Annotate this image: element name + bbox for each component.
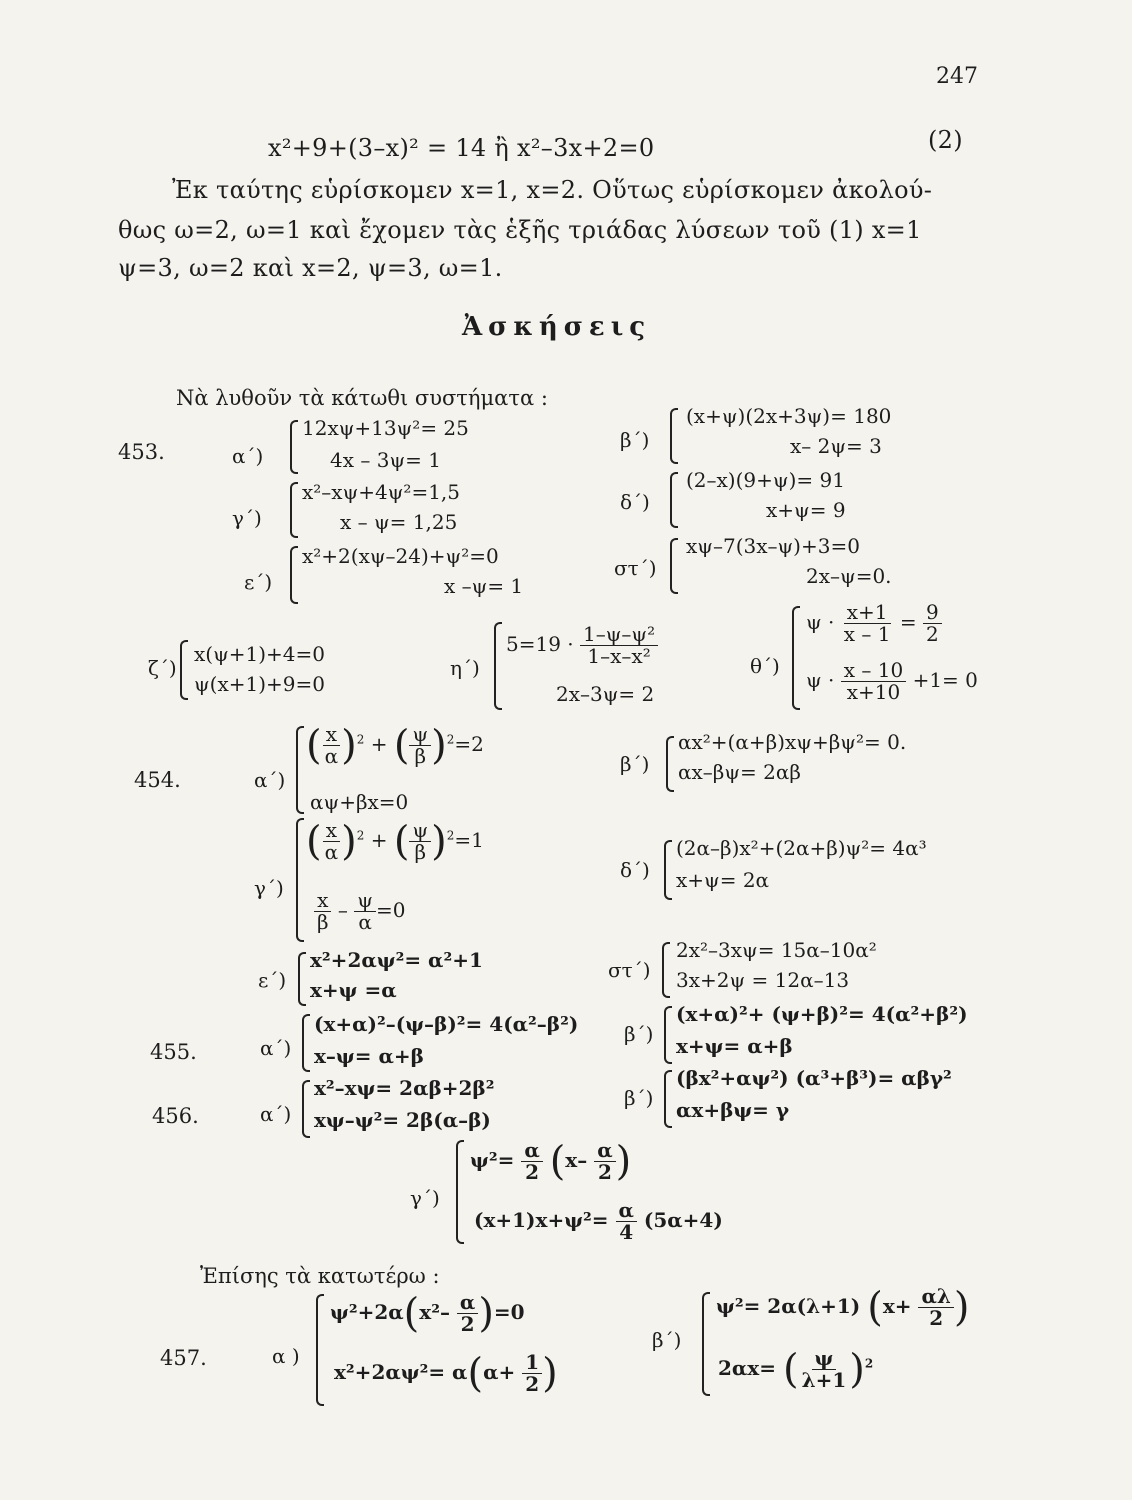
fraction [314, 890, 332, 933]
numerator: x [314, 890, 331, 912]
eq-457a-1 [330, 1292, 525, 1335]
eq-453th-2-post: +1= 0 [912, 668, 978, 692]
body-line-3: ψ=3, ω=2 καὶ x=2, ψ=3, ω=1. [118, 254, 503, 282]
fraction [322, 820, 342, 863]
brace [662, 942, 670, 998]
numerator: 1–ψ–ψ² [580, 624, 658, 646]
eq-453z-1: x(ψ+1)+4=0 [194, 642, 326, 666]
fraction [594, 1140, 615, 1183]
eq-454b-1: αx²+(α+β)xψ+βψ²= 0. [678, 730, 907, 754]
eq-456c-2 [474, 1200, 723, 1243]
eq-453b-2: x– 2ψ= 3 [790, 434, 882, 458]
brace [494, 622, 502, 710]
rhs: =0 [375, 898, 406, 922]
denominator: 2 [597, 1160, 612, 1184]
paren: ) [478, 1290, 494, 1337]
eq-457a-1-in: x²– [419, 1300, 450, 1324]
label-453h: η΄) [450, 656, 480, 680]
paren: ( [782, 1346, 799, 1393]
paren: ( [393, 722, 410, 769]
label-453b: β΄) [620, 428, 650, 452]
eq-453a-2: 4x – 3ψ= 1 [330, 448, 441, 472]
denominator: 2 [460, 1312, 475, 1336]
numerator: α [457, 1292, 478, 1314]
numerator: ψ [409, 724, 431, 746]
fraction [521, 1140, 542, 1183]
denominator: α [358, 910, 372, 934]
eq-457b-2-pre: 2αx= [718, 1356, 776, 1380]
fraction [923, 602, 942, 645]
numerator: x+1 [844, 602, 891, 624]
eq-456b-1: (βx²+αψ²) (α³+β³)= αβγ² [676, 1066, 952, 1090]
eq-457b-1 [716, 1286, 970, 1329]
equals: = [899, 610, 917, 634]
eq-456b-2: αx+βψ= γ [676, 1098, 790, 1122]
label-453st: στ΄) [614, 556, 657, 580]
denominator: 2 [929, 1306, 944, 1330]
brace [664, 1006, 672, 1064]
brace [664, 1070, 672, 1128]
eq-456c-2-post: (5α+4) [643, 1208, 723, 1232]
paren: ( [549, 1138, 566, 1185]
body-line-1: Ἐκ ταύτης εὑρίσκομεν x=1, x=2. Οὕτως εὑρίσκομεν ἀκολού- [172, 176, 933, 204]
eq-457a-1-pre: ψ²+2α [330, 1300, 404, 1324]
denominator: x – 1 [843, 622, 891, 646]
numerator: x [323, 820, 340, 842]
paren: ( [867, 1284, 883, 1331]
exercise-number-457: 457. [160, 1346, 207, 1370]
eq-457b-1-pre: ψ²= 2α(λ+1) [716, 1294, 861, 1318]
equation-line: x²+9+(3–x)² = 14 ἢ x²–3x+2=0 [268, 134, 655, 162]
label-453th: θ΄) [750, 654, 780, 678]
brace [456, 1140, 464, 1244]
eq-457a-2-pre: x²+2αψ²= α [334, 1360, 468, 1384]
fraction [522, 1352, 542, 1395]
eq-453st-2: 2x–ψ=0. [806, 564, 892, 588]
label-456c: γ΄) [410, 1186, 440, 1210]
eq-453c-2: x – ψ= 1,25 [340, 510, 458, 534]
eq-455a-1: (x+α)²–(ψ–β)²= 4(α²–β²) [314, 1012, 579, 1036]
exercise-number-454: 454. [134, 768, 181, 792]
denominator: λ+1 [801, 1368, 847, 1392]
label-456b: β΄) [624, 1086, 654, 1110]
numerator: αλ [918, 1286, 953, 1308]
plus: + [370, 732, 388, 756]
eq-454c-1 [306, 820, 484, 863]
exercise-intro: Νὰ λυθοῦν τὰ κάτωθι συστήματα : [176, 386, 548, 410]
section-heading: Ἀσκήσεις [462, 312, 652, 342]
label-454a: α΄) [254, 768, 286, 792]
brace [298, 952, 306, 1006]
eq-453z-2: ψ(x+1)+9=0 [194, 672, 326, 696]
denominator: 1–x–x² [587, 644, 651, 668]
eq-457b-1-in: x+ [882, 1294, 912, 1318]
exponent: 2 [356, 828, 365, 843]
eq-454e-2: x+ψ =α [310, 978, 397, 1002]
eq-454st-2: 3x+2ψ = 12α–13 [676, 968, 850, 992]
numerator: 9 [923, 602, 942, 624]
eq-453e-1: x²+2(xψ–24)+ψ²=0 [302, 544, 499, 568]
minus: – [337, 898, 348, 922]
brace [792, 606, 800, 710]
label-453d: δ΄) [620, 490, 650, 514]
eq-456a-1: x²–xψ= 2αβ+2β² [314, 1076, 495, 1100]
exponent: 2 [356, 732, 365, 747]
label-453a: α΄) [232, 444, 264, 468]
denominator: 2 [925, 622, 939, 646]
label-455b: β΄) [624, 1022, 654, 1046]
rhs: =2 [454, 732, 484, 756]
eq-453b-1: (x+ψ)(2x+3ψ)= 180 [686, 404, 892, 428]
exponent: 2 [864, 1356, 874, 1371]
eq-453d-1: (2–x)(9+ψ)= 91 [686, 468, 845, 492]
exponent: 2 [446, 828, 455, 843]
eq-453c-1: x²–xψ+4ψ²=1,5 [302, 480, 461, 504]
fraction [918, 1286, 953, 1329]
fraction [841, 660, 906, 703]
fraction [616, 1200, 637, 1243]
paren: ) [431, 818, 447, 865]
fraction [799, 1348, 850, 1391]
brace [670, 472, 678, 528]
denominator: x+10 [846, 680, 901, 704]
paren: ( [306, 722, 322, 769]
label-453z: ζ΄) [148, 656, 177, 680]
eq-457a-2 [334, 1352, 558, 1395]
paren: ) [542, 1350, 558, 1397]
eq-455a-2: x–ψ= α+β [314, 1044, 424, 1068]
denominator: β [414, 744, 427, 768]
fraction [409, 724, 431, 767]
label-455a: α΄) [260, 1036, 292, 1060]
eq-453h-1 [506, 624, 658, 667]
denominator: β [317, 910, 329, 934]
paren: ( [467, 1350, 484, 1397]
paren: ( [393, 818, 410, 865]
label-454d: δ΄) [620, 858, 650, 882]
page-number: 247 [936, 64, 978, 89]
denominator: α [324, 744, 339, 768]
brace [290, 420, 298, 474]
brace [664, 840, 672, 900]
denominator: 2 [525, 1372, 540, 1396]
eq-453st-1: xψ–7(3x–ψ)+3=0 [686, 534, 860, 558]
exercise-number-453: 453. [118, 440, 165, 464]
eq-453d-2: x+ψ= 9 [766, 498, 846, 522]
numerator: α [521, 1140, 542, 1162]
eq-454c-2 [314, 890, 405, 933]
eq-456c-1 [470, 1140, 631, 1183]
eq-454d-2: x+ψ= 2α [676, 868, 770, 892]
label-453e: ε΄) [244, 570, 273, 594]
fraction [457, 1292, 478, 1335]
numerator: α [594, 1140, 615, 1162]
plus: + [370, 828, 388, 852]
paren: ( [403, 1290, 420, 1337]
label-457a: α ) [272, 1344, 300, 1368]
numerator: α [616, 1200, 637, 1222]
paren: ) [953, 1284, 970, 1331]
eq-453h-1-pre: 5=19 · [506, 632, 574, 656]
brace [290, 482, 298, 538]
numerator: 1 [522, 1352, 542, 1374]
label-454st: στ΄) [608, 958, 651, 982]
brace [670, 538, 678, 594]
brace [670, 408, 678, 464]
eq-455b-1: (x+α)²+ (ψ+β)²= 4(α²+β²) [676, 1002, 968, 1026]
eq-454d-1: (2α–β)x²+(2α+β)ψ²= 4α³ [676, 836, 927, 860]
numerator: ψ [354, 890, 376, 912]
eq-457b-2 [718, 1348, 873, 1391]
paren: ) [849, 1346, 865, 1393]
label-453c: γ΄) [232, 506, 262, 530]
eq-456a-2: xψ–ψ²= 2β(α–β) [314, 1108, 491, 1132]
fraction [580, 624, 658, 667]
numerator: ψ [812, 1348, 837, 1370]
brace [180, 640, 188, 700]
fraction [409, 820, 431, 863]
brace [296, 726, 304, 814]
fraction [354, 890, 376, 933]
paren: ) [341, 818, 357, 865]
eq-453th-2-pre: ψ · [806, 668, 835, 692]
brace [666, 736, 674, 792]
eq-454a-1 [306, 724, 484, 767]
eq-456c-2-pre: (x+1)x+ψ²= [474, 1208, 609, 1232]
fraction [322, 724, 342, 767]
label-457b: β΄) [652, 1328, 682, 1352]
denominator: α [324, 840, 339, 864]
label-454b: β΄) [620, 752, 650, 776]
denominator: 2 [525, 1160, 539, 1184]
eq-453th-1 [806, 602, 942, 645]
eq-453h-2: 2x–3ψ= 2 [556, 682, 655, 706]
paren: ) [341, 722, 357, 769]
eq-457a-1-post: =0 [493, 1300, 525, 1324]
brace [302, 1014, 310, 1072]
eq-456c-1-pre: ψ²= [470, 1148, 515, 1172]
eq-456c-1-mid: x– [565, 1148, 588, 1172]
label-456a: α΄) [260, 1102, 292, 1126]
paren: ) [615, 1138, 632, 1185]
label-454c: γ΄) [254, 876, 284, 900]
brace [702, 1292, 710, 1396]
exponent: 2 [446, 732, 455, 747]
label-454e: ε΄) [258, 968, 287, 992]
brace [296, 818, 304, 942]
eq-454b-2: αx–βψ= 2αβ [678, 760, 801, 784]
eq-453e-2: x –ψ= 1 [444, 574, 524, 598]
numerator: ψ [409, 820, 431, 842]
brace [302, 1080, 310, 1138]
numerator: x – 10 [841, 660, 906, 682]
numerator: x [323, 724, 340, 746]
later-intro: Ἐπίσης τὰ κατωτέρω : [200, 1264, 440, 1288]
rhs: =1 [454, 828, 484, 852]
denominator: β [414, 840, 427, 864]
fraction [841, 602, 894, 645]
equation-tag: (2) [928, 126, 963, 154]
paren: ) [431, 722, 447, 769]
eq-455b-2: x+ψ= α+β [676, 1034, 793, 1058]
eq-453th-2 [806, 660, 978, 703]
exercise-number-456: 456. [152, 1104, 199, 1128]
eq-453a-1: 12xψ+13ψ²= 25 [302, 416, 469, 440]
body-line-2: θως ω=2, ω=1 καὶ ἔχομεν τὰς ἑξῆς τριάδας λύσεων τοῦ (1) x=1 [118, 216, 922, 244]
eq-454a-2: αψ+βx=0 [310, 790, 409, 814]
denominator: 4 [619, 1220, 634, 1244]
brace [290, 546, 298, 604]
exercise-number-455: 455. [150, 1040, 197, 1064]
eq-454e-1: x²+2αψ²= α²+1 [310, 948, 483, 972]
eq-453th-1-pre: ψ · [806, 610, 835, 634]
paren: ( [306, 818, 322, 865]
eq-457a-2-in: α+ [483, 1360, 516, 1384]
eq-454st-1: 2x²–3xψ= 15α–10α² [676, 938, 877, 962]
brace [316, 1294, 324, 1406]
